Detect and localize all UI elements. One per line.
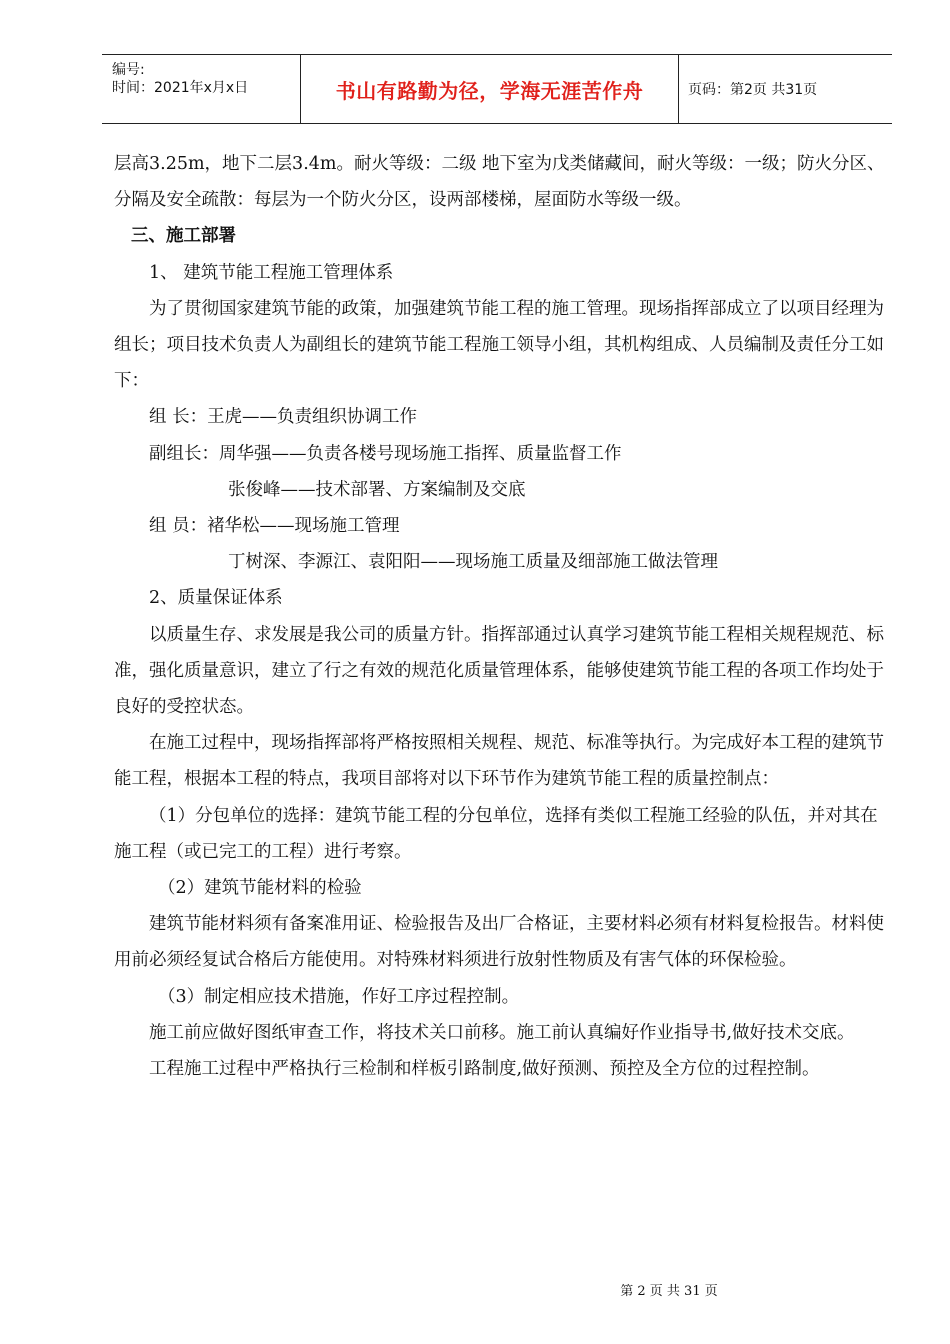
paragraph: 为了贯彻国家建筑节能的政策，加强建筑节能工程的施工管理。现场指挥部成立了以项目经理为组长；项目技术负责人为副组长的建筑节能工程施工领导小组，其机构组成、人员编制及责任分工如下： [114,298,884,392]
paragraph: 建筑节能材料须有备案准用证、检验报告及出厂合格证，主要材料必须有材料复检报告。材料使用前必须经复试合格后方能使用。对特殊材料须进行放射性物质及有害气体的环保检验。 [114,914,884,971]
team-member-line: 副组长：周华强——负责各楼号现场施工指挥、质量监督工作 [149,443,622,464]
paragraph: 工程施工过程中严格执行三检制和样板引路制度,做好预测、预控及全方位的过程控制。 [149,1059,820,1080]
header-page-indicator: 页码：第2页 共31页 [688,82,818,98]
paragraph: 在施工过程中，现场指挥部将严格按照相关规程、规范、标准等执行。为完成好本工程的建筑节能工程，根据本工程的特点，我项目部将对以下环节作为建筑节能工程的质量控制点： [114,733,884,790]
subsection-heading: 1、 建筑节能工程施工管理体系 [149,262,394,283]
list-item: （1）分包单位的选择：建筑节能工程的分包单位，选择有类似工程施工经验的队伍，并对其在施工程（或已完工的工程）进行考察。 [114,805,878,862]
team-member-line: 丁树深、李源江、袁阳阳——现场施工质量及细部施工做法管理 [228,552,718,573]
page-header [102,54,892,124]
subsection-heading: 2、质量保证体系 [149,588,283,609]
team-member-line: 组 员：褚华松——现场施工管理 [149,516,400,537]
document-body [114,146,886,1087]
list-item: （2）建筑节能材料的检验 [158,878,362,899]
team-member-line: 张俊峰——技术部署、方案编制及交底 [228,479,526,500]
header-meta [102,55,301,123]
header-motto: 书山有路勤为径，学海无涯苦作舟 [301,55,679,123]
paragraph: 层高3.25m，地下二层3.4m。耐火等级：二级 地下室为戊类储藏间，耐火等级：一级；防火分区、分隔及安全疏散：每层为一个防火分区，设两部楼梯，屋面防水等级一级。 [114,154,885,211]
page-footer [0,1280,950,1299]
document-time-label: 时间：2021年x月x日 [112,80,249,96]
list-item: （3）制定相应技术措施，作好工序过程控制。 [158,986,520,1007]
section-heading: 三、施工部署 [131,226,236,247]
footer-page-number: 第 2 页 共 31 页 [620,1284,718,1299]
document-number-label: 编号: [112,62,145,78]
paragraph: 施工前应做好图纸审查工作，将技术关口前移。施工前认真编好作业指导书,做好技术交底。 [149,1022,855,1043]
paragraph: 以质量生存、求发展是我公司的质量方针。指挥部通过认真学习建筑节能工程相关规程规范、标准，强化质量意识，建立了行之有效的规范化质量管理体系，能够使建筑节能工程的各项工作均处于良好的受控状态。 [114,624,884,718]
team-member-line: 组 长：王虎——负责组织协调工作 [149,407,418,428]
